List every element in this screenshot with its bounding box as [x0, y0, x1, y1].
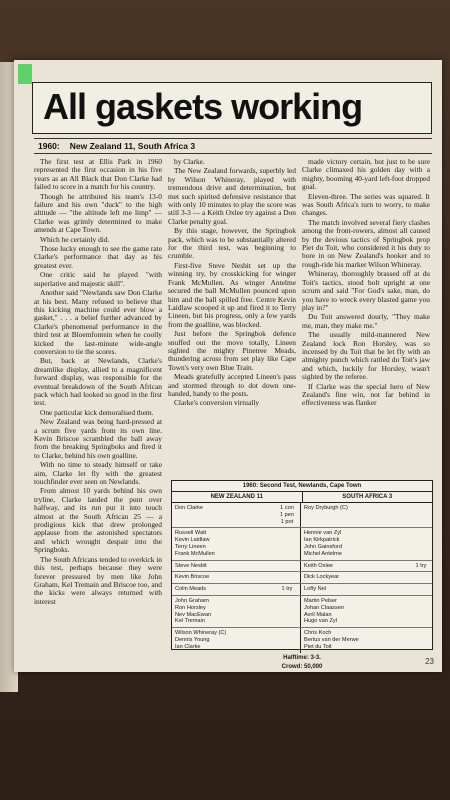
sa-player: Lofty Nel — [304, 586, 327, 593]
nz-player: Don Clarke — [175, 505, 203, 511]
sa-score — [410, 584, 432, 595]
paragraph: Eleven-three. The series was squared. It was South Africa's turn to worry, to make changes. — [302, 191, 430, 218]
paragraph: Whineray, thoroughly brassed off at du Toit's tactics, stood bolt upright at one scrum and said "For God's sake, man, do you have to wreck every blasted game you play in?" — [302, 269, 430, 312]
nz-score — [274, 561, 301, 572]
article-column-1 — [34, 158, 162, 672]
scorecard-row — [172, 503, 432, 528]
scorecard-rows — [172, 503, 432, 653]
paragraph: Which he certainly did. — [40, 234, 110, 244]
paragraph: By this stage, however, the Springbok pack, which was to be substantially altered for the third test, was beginning to crumble. — [168, 226, 296, 261]
paragraph: Du Toit answered dourly, "They make me, man, they make me." — [302, 312, 430, 330]
nz-score: 1 con 1 pen 1 pot — [274, 503, 301, 527]
result-year: 1960: — [38, 141, 60, 151]
scorecard-row — [172, 596, 432, 628]
nz-score — [274, 596, 301, 627]
paragraph: Those lucky enough to see the game rate Clarke's performance that day as his greatest ever. — [34, 244, 162, 270]
nz-score — [274, 628, 301, 652]
paragraph: Another said "Newlands saw Don Clarke at his best. Many refused to believe that this kicking machine could ever blow a gasket," . . . a belief further advanced by Clarke's phenomenal performance in the third test at Bloemfontein when he coolly kicked the last-minute wide-angle conversion to tie the scores. — [34, 288, 162, 356]
sa-score — [410, 528, 432, 559]
sa-player: Keith Oxlee — [304, 562, 333, 569]
crowd-count: Crowd: 50,000 — [281, 663, 323, 670]
title-box — [32, 82, 432, 134]
scorecard-row — [172, 584, 432, 596]
green-bookmark-tab — [18, 64, 32, 84]
sa-player: Martin Pelser Johan Claassen Avril Malan Hugo van Zyl — [304, 597, 345, 625]
sa-score — [410, 503, 432, 527]
result-teams: New Zealand 11, South Africa 3 — [69, 141, 196, 151]
article-column-3 — [302, 158, 430, 476]
paragraph: One particular kick demoralised them. — [40, 407, 154, 417]
team-sa-header: SOUTH AFRICA 3 — [342, 494, 393, 500]
article-title: All gaskets working — [43, 86, 363, 127]
nz-player: Russell Watt Kevin Laidlaw Terry Lineen Frank McMullen — [175, 530, 215, 557]
paragraph: Though he attributed his team's 13-0 failure and his own "duck" to the high altitude — "the altitude left me limp" — Clarke was grimly determined to make amends at Cape Town. — [34, 191, 162, 235]
page-number: 23 — [425, 657, 434, 666]
scorecard-teams — [172, 492, 432, 503]
paragraph: The match involved several fiery clashes among the front-rowers, almost all caused by the devious tactics of Springbok prop Piet du Toit, who considered it his duty to bore in on New Zealand's hooker and to rough-ride his marker Wilson Whineray. — [302, 217, 430, 269]
scorecard-row — [172, 628, 432, 652]
scorecard-row — [172, 572, 432, 584]
scorecard-title: 1960: Second Test, Newlands, Cape Town — [172, 481, 432, 492]
sa-player: Dick Lockyear — [304, 574, 340, 581]
paragraph: The New Zealand forwards, superbly led by Wilson Whineray, played with tremendous drive and determination, but met such spirited defensive resistance that with only 10 minutes to play the score was still 3-3 — a Keith Oxlee try against a Don Clarke penalty goal. — [168, 166, 296, 226]
scorecard-row — [172, 561, 432, 573]
paragraph: With no time to steady himself or take aim, Clarke let fly with the greatest touchfinder ever seen on Newlands. — [34, 460, 162, 487]
nz-player: Wilson Whineray (C) Dennis Young Ian Clarke — [175, 630, 227, 650]
sa-player: Roy Dryburgh (C) — [304, 505, 348, 511]
paragraph: The South Africans tended to overkick in this test, perhaps because they were forever pressured by men like John Graham, Kel Tremain and Briscoe too, and the kicks were always returned with interest — [34, 554, 162, 606]
paragraph: Meads gratefully accepted Lineen's pass and stormed through to dot down one-handed, handy to the posts. — [168, 372, 296, 398]
nz-player: John Graham Ron Horsley Nev MacEwan Kel Tremain — [175, 597, 212, 625]
paragraph: New Zealand was being hard-pressed at a scrum five yards from its own line. Kevin Briscoe scrambled the ball away from the breaking Springboks and fired it to Clarke, behind his own goalline. — [34, 417, 162, 460]
sa-score — [410, 596, 432, 627]
sa-score — [410, 628, 432, 652]
nz-score — [274, 572, 301, 583]
scorecard-row — [172, 528, 432, 560]
paragraph: One critic said he played "with superlative and majestic skill". — [34, 270, 162, 288]
paragraph: The first test at Ellis Park in 1960 represented the first occasion in his five years as an All Black that Don Clarke had failed to score in a match for his country. — [34, 158, 162, 192]
article-column-2 — [168, 158, 296, 476]
paragraph: First-five Steve Nesbit set up the winning try, by crosskicking for winger Frank McMullen. As winger Antelme secured the ball McMullen pounced upon him and the ball spilled free. Centre Kevin Laidlaw scooped it up and fired it to Terry Lineen, but his progress, only a few yards from the goalline, was blocked. — [168, 260, 296, 329]
magazine-page — [14, 60, 442, 672]
sa-player: Hennie van Zyl Ian Kirkpatrick John Gainsford Michel Antelme — [304, 530, 342, 557]
sa-score: 1 try — [415, 562, 427, 569]
team-nz-header: NEW ZEALAND 11 — [172, 492, 303, 502]
nz-score: 1 try — [274, 584, 301, 595]
match-result-heading — [34, 138, 432, 154]
paragraph: made victory certain, but just to be sure Clarke climaxed his golden day with a mighty, booming 40-yard left-foot dropped goal. — [302, 158, 430, 192]
paragraph: But, back at Newlands, Clarke's dreamlike display, allied to a magnificent forward display, was responsible for the eventual breakdown of the South African pack which had looked so good in the first test. — [34, 356, 162, 408]
paragraph: The usually mild-mannered New Zealand lock Ron Horsley, was so incensed by du Toit that he let fly with an almighty punch which rattled du Toit's jaw and which, luckily for Horsley, wasn't sighted by the referee. — [302, 330, 430, 382]
paragraph: Clarke's conversion virtually — [174, 398, 260, 408]
nz-score — [274, 528, 301, 559]
nz-player: Kevin Briscoe — [175, 574, 210, 581]
paragraph: If Clarke was the special hero of New Zealand's fine win, not far behind in effectiveness was flanker — [302, 381, 430, 408]
sa-score — [410, 572, 432, 583]
paragraph: From almost 10 yards behind his own tryline, Clarke landed the punt over halfway, and its run put it into touch almost at the South African 25 — a prodigious kick that drew prolonged applause from the astonished spectators and which wrought despair into the Springboks. — [34, 486, 162, 555]
halftime-score: Halftime: 3-3. — [283, 654, 321, 661]
paragraph: by Clarke. — [174, 158, 205, 166]
paragraph: Just before the Springbok defence snuffed out the move totally, Lineen sighted the mighty Pinetree Meads, thundering across from set play like Cape Town's very own Blue Train. — [168, 329, 296, 372]
nz-player: Steve Nesbit — [175, 562, 207, 569]
sa-player: Chris Koch Bertus van der Merwe Piet du Toit — [304, 630, 359, 650]
nz-player: Colin Meads — [175, 586, 207, 593]
